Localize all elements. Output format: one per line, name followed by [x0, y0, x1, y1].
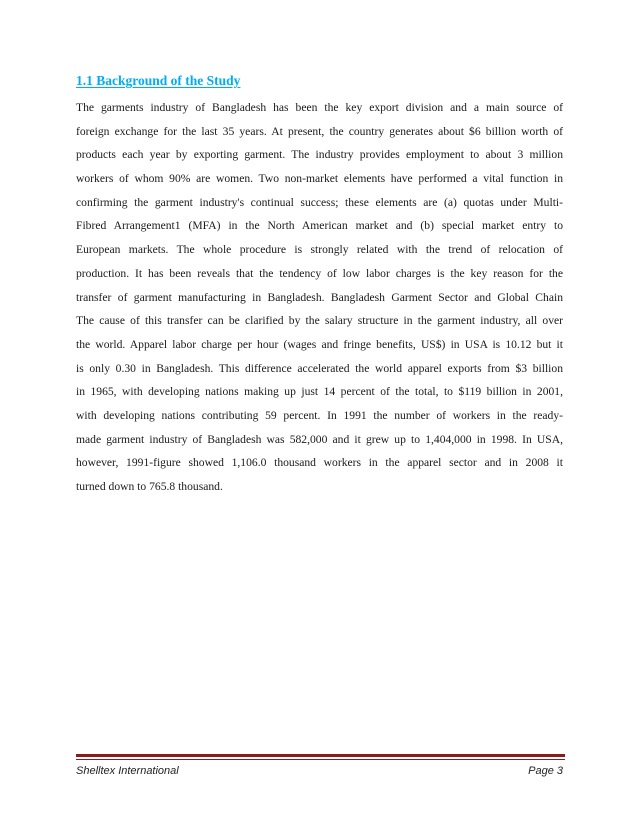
footer-divider-thin — [76, 759, 565, 760]
paragraph-line: however, 1991-figure showed 1,106.0 thousand workers in the apparel sector and in 2008 it — [76, 456, 563, 470]
footer-page-number: Page 3 — [528, 765, 563, 777]
paragraph-line: turned down to 765.8 thousand. — [76, 480, 223, 493]
paragraph-line: workers of whom 90% are women. Two non-market elements have performed a vital function in — [76, 172, 563, 186]
section-heading: 1.1 Background of the Study — [76, 73, 241, 88]
paragraph-line: European markets. The whole procedure is strongly related with the trend of relocation of — [76, 243, 563, 257]
paragraph-line: production. It has been reveals that the tendency of low labor charges is the key reason for the — [76, 266, 563, 280]
paragraph-line: confirming the garment industry's continual success; these elements are (a) quotas under Multi- — [76, 195, 563, 209]
paragraph-line: Fibred Arrangement1 (MFA) in the North American market and (b) special market entry to — [76, 219, 563, 233]
paragraph-line: The garments industry of Bangladesh has been the key export division and a main source of — [76, 101, 563, 114]
paragraph-line: with developing nations contributing 59 percent. In 1991 the number of workers in the ready- — [76, 408, 563, 422]
paragraph-line: foreign exchange for the last 35 years. At present, the country generates about $6 billion worth of — [76, 124, 563, 138]
paragraph-line: made garment industry of Bangladesh was 582,000 and it grew up to 1,404,000 in 1998. In USA, — [76, 432, 563, 446]
footer-divider-thick — [76, 754, 565, 757]
paragraph-line: transfer of garment manufacturing in Bangladesh. Bangladesh Garment Sector and Global Chain — [76, 290, 563, 304]
page-footer — [76, 763, 563, 779]
paragraph-line: the world. Apparel labor charge per hour (wages and fringe benefits, US$) in USA is 10.12 but it — [76, 337, 563, 351]
paragraph-line: is only 0.30 in Bangladesh. This difference accelerated the world apparel exports from $3 billion — [76, 361, 563, 375]
paragraph-line: products each year by exporting garment. The industry provides employment to about 3 million — [76, 148, 563, 162]
paragraph-line: in 1965, with developing nations making up just 14 percent of the total, to $119 billion in 2001, — [76, 385, 563, 399]
footer-company: Shelltex International — [76, 765, 179, 777]
body-paragraph — [76, 96, 563, 499]
paragraph-line: The cause of this transfer can be clarified by the salary structure in the garment industry, all over — [76, 314, 563, 328]
